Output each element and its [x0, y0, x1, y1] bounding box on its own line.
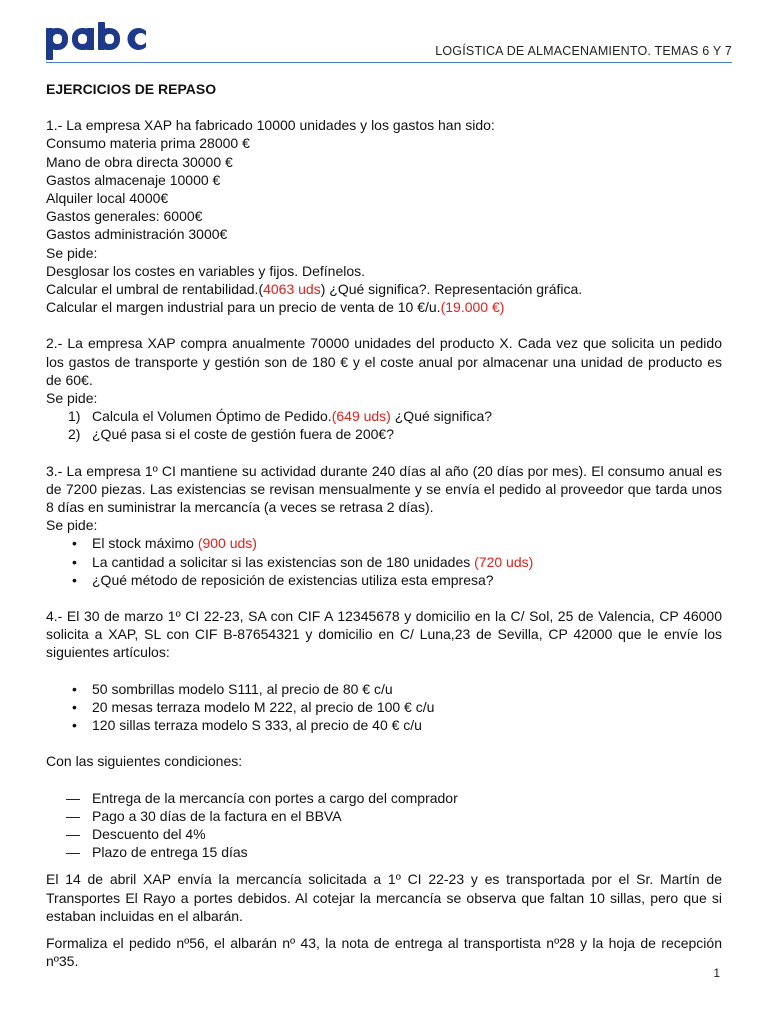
bullet-marker: • — [72, 571, 77, 588]
conditions-title: Con las siguientes condiciones: — [46, 753, 243, 770]
exercise-1-intro: 1.- La empresa XAP ha fabricado 10000 unidades y los gastos han sido: — [46, 117, 495, 134]
text-run: Pago a 30 días de la factura en el BBVA — [92, 807, 342, 824]
exercise-1-line: Alquiler local 4000€ — [46, 190, 169, 207]
spacer — [46, 662, 722, 680]
exercise-4-paragraph: Formaliza el pedido nº56, el albarán nº 43, la nota de entrega al transportista nº28 y la hoja de recepción nº35. — [46, 934, 722, 970]
bullet-marker: • — [72, 680, 77, 697]
answer-highlight: (19.000 €) — [440, 299, 505, 316]
spacer — [46, 734, 722, 752]
exercise-4-articles — [46, 680, 722, 735]
spacer — [46, 316, 722, 334]
exercise-1-line: Mano de obra directa 30000 € — [46, 153, 233, 170]
text-run: Calcular el umbral de rentabilidad.( — [46, 281, 264, 298]
list-item — [46, 807, 722, 825]
page-header — [46, 20, 732, 64]
answer-highlight: (720 uds) — [474, 553, 534, 570]
list-item — [46, 698, 722, 716]
spacer — [46, 861, 722, 870]
dash-marker: — — [66, 825, 80, 842]
spacer — [46, 771, 722, 789]
text-run: Calcula el Volumen Óptimo de Pedido. — [92, 408, 332, 425]
exercise-1-question-3 — [46, 298, 722, 316]
text-run: 120 sillas terraza modelo S 333, al precio de 40 € c/u — [92, 717, 422, 734]
list-marker: 2) — [68, 426, 81, 443]
header-title: LOGÍSTICA DE ALMACENAMIENTO. TEMAS 6 Y 7 — [435, 44, 732, 58]
exercise-2-questions — [46, 407, 722, 443]
list-item — [46, 425, 722, 443]
text-run: ¿Qué pasa si el coste de gestión fuera de 200€? — [92, 426, 394, 443]
exercise-3-intro: 3.- La empresa 1º CI mantiene su actividad durante 240 días al año (20 días por mes). El consumo anual es de 7200 piezas. Las existencias se revisan mensualmente y se envía el pedido al proveedor que tarda unos 8 días en suministrar la mercancía (a veces se retrasa 2 días). — [46, 462, 722, 516]
exercise-4-conditions — [46, 789, 722, 862]
dash-marker: — — [66, 789, 80, 806]
answer-highlight: (649 uds) — [331, 408, 391, 425]
list-item — [46, 789, 722, 807]
dash-marker: — — [66, 844, 80, 861]
exercise-1-line: Gastos almacenaje 10000 € — [46, 171, 221, 188]
exercise-3 — [46, 462, 722, 589]
text-run: Descuento del 4% — [92, 825, 206, 842]
pabc-logo — [46, 22, 146, 60]
spacer — [46, 444, 722, 462]
exercise-1-line: Desglosar los costes en variables y fijos. Defínelos. — [46, 262, 366, 279]
exercise-4-paragraph: El 14 de abril XAP envía la mercancía solicitada a 1º CI 22-23 y es transportada por el Sr. Martín de Transportes El Rayo a portes debidos. Al cotejar la mercancía se observa que faltan 10 sillas, pero que si estaban incluidas en el albarán. — [46, 871, 722, 924]
bullet-marker: • — [72, 535, 77, 552]
spacer — [46, 589, 722, 607]
exercise-2 — [46, 334, 722, 443]
page-number: 1 — [713, 966, 720, 980]
exercise-1-line: Se pide: — [46, 244, 98, 261]
document-title: EJERCICIOS DE REPASO — [46, 81, 217, 97]
exercise-1-line: Gastos administración 3000€ — [46, 226, 228, 243]
document-body — [46, 80, 722, 970]
dash-marker: — — [66, 807, 80, 824]
list-item — [46, 407, 722, 425]
exercise-4-intro: 4.- El 30 de marzo 1º CI 22-23, SA con CIF A 12345678 y domicilio en la C/ Sol, 25 de Valencia, CP 46000 solicita a XAP, SL con CIF B-87654321 y domicilio en C/ Luna,23 de Sevilla, CP 42000 que le envíe los siguientes artículos: — [46, 608, 722, 661]
list-item — [46, 680, 722, 698]
exercise-1-question-2 — [46, 280, 722, 298]
text-run: La cantidad a solicitar si las existencias son de 180 unidades — [92, 553, 475, 570]
text-run: El stock máximo — [92, 535, 198, 552]
text-run: ) ¿Qué significa?. Representación gráfica. — [320, 281, 583, 298]
text-run: Calcular el margen industrial para un precio de venta de 10 €/u. — [46, 299, 441, 316]
bullet-marker: • — [72, 553, 77, 570]
list-item — [46, 716, 722, 734]
bullet-marker: • — [72, 698, 77, 715]
text-run: ¿Qué significa? — [390, 408, 493, 425]
exercise-1-line: Gastos generales: 6000€ — [46, 208, 203, 225]
header-divider — [46, 62, 732, 63]
list-item — [46, 534, 722, 552]
exercise-3-questions — [46, 534, 722, 589]
list-item — [46, 843, 722, 861]
text-run: 50 sombrillas modelo S111, al precio de 80 € c/u — [92, 680, 393, 697]
list-item — [46, 553, 722, 571]
exercise-2-intro: 2.- La empresa XAP compra anualmente 70000 unidades del producto X. Cada vez que solicita un pedido los gastos de transporte y gestión son de 180 € y el coste anual por almacenar una unidad de producto es de 60€. — [46, 335, 722, 388]
answer-highlight: 4063 uds — [263, 281, 321, 298]
exercise-1-line: Consumo materia prima 28000 € — [46, 135, 250, 152]
text-run: ¿Qué método de reposición de existencias utiliza esta empresa? — [92, 571, 494, 588]
text-run: Plazo de entrega 15 días — [92, 844, 248, 861]
list-item — [46, 825, 722, 843]
list-marker: 1) — [68, 408, 81, 425]
exercise-3-se-pide: Se pide: — [46, 517, 98, 534]
list-item — [46, 571, 722, 589]
bullet-marker: • — [72, 717, 77, 734]
exercise-2-se-pide: Se pide: — [46, 390, 98, 407]
text-run: 20 mesas terraza modelo M 222, al precio de 100 € c/u — [92, 698, 435, 715]
text-run: Entrega de la mercancía con portes a cargo del comprador — [92, 789, 458, 806]
answer-highlight: (900 uds) — [197, 535, 257, 552]
spacer — [46, 925, 722, 934]
exercise-4 — [46, 607, 722, 970]
exercise-1 — [46, 116, 722, 316]
